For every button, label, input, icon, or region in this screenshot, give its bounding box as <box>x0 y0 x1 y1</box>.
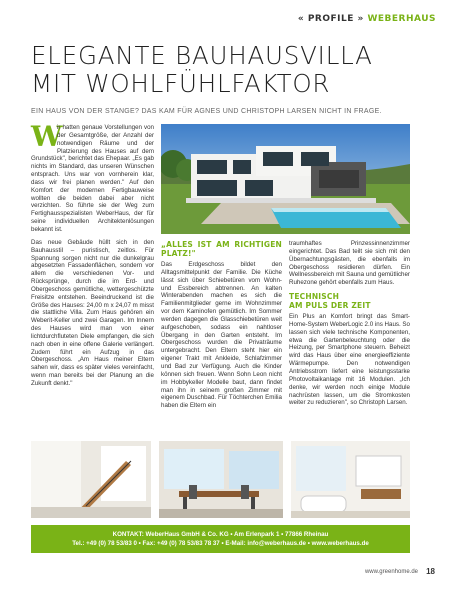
section-heading <box>289 292 410 310</box>
headline-line-2: MIT WOHLFÜHLFAKTOR <box>31 69 331 98</box>
page-footer <box>0 567 450 581</box>
section-kicker <box>298 14 436 24</box>
hero-house-photo <box>161 124 410 234</box>
intro-text: ir hatten genaue Vorstellungen von der Gesamtgröße, der Anzahl der notwendigen Räume und der Platzierung des Hauses auf dem Grundstück", berichtet das Ehepaar. „Es gab nichts im Standard, das unseren Wünschen entsprach. Uns war von vornherein klar, dass wir frei planen werden." Auf den Komfort der modernen Fertigbauweise wollten die beiden dabei aber nicht verzichten. So führte sie der Weg zum Fertighausspezialisten WeberHaus, der für seine individuellen Architektenlösungen bekannt ist. <box>31 124 154 233</box>
house-illustration <box>161 124 410 234</box>
section-heading: „ALLES IST AM RICHTIGEN PLATZ!" <box>161 240 282 258</box>
article-headline <box>31 42 431 98</box>
body-paragraph: Das neue Gebäude hüllt sich in den Bauhausstil – puristisch, zeitlos. Für Spannung sorgen nicht nur die dunkelgrau abgesetzten Fassadenflächen, sondern vor allem die verschiedenen Vor- und Rücksprünge, durch die im Erd- und Obergeschoss gemütliche, wettergeschützte Freisitze entstehen. Beeindruckend ist die Größe des Hauses: 24,00 m x 24,07 m misst die stattliche Villa. Zum Haus gehören ein Weberit-Keller und zwei Garagen. Im Innern des Hauses wird man von einer lichtdurchfluteten Diele empfangen, die sich nach oben in eine offene Galerie verlängert. Zudem führt ein Aufzug in das Obergeschoss. „Am Haus meiner Eltern sahen wir, dass es später vieles vereinfacht, wenn man bereits bei der Planung an die Zukunft denkt." <box>31 238 154 387</box>
section-heading-line-2: AM PULS DER ZEIT <box>289 301 371 311</box>
body-paragraph: Das Erdgeschoss bildet den Alltagsmittelpunkt der Familie. Die Küche lässt sich über Schiebetüren vom Wohn- und Essbereich abtrennen. An kalten Winterabenden machen es sich die Familienmitglieder gerne im Wohnzimmer vor dem Kaminofen gemütlich. Im Sommer werden dagegen die Glasschiebetüren weit aufgeschoben, sodass ein nahtloser Übergang in den Garten entsteht. Im Obergeschoss wurden die Privaträume untergebracht. Den Eltern steht hier ein eigener Trakt mit Ankleide, Schlafzimmer und Bad zur Verfügung. Auch die Kinder können sich freuen. Wenn Sohn Leon nicht im Hobbykeller Modelle baut, dann findet man ihn in seinem großen Zimmer mit eigenem Duschbad. Für Töchterchen Emilia haben die Eltern ein <box>161 261 282 410</box>
page-number: 18 <box>426 567 435 576</box>
bathroom-photo <box>291 441 410 518</box>
dining-room-photo <box>159 441 283 518</box>
article-subhead: EIN HAUS VON DER STANGE? DAS KAM FÜR AGNES UND CHRISTOPH LARSEN NICHT IN FRAGE. <box>31 108 382 115</box>
text-column-3 <box>289 240 410 412</box>
contact-line-1 <box>31 530 410 539</box>
contact-label: KONTAKT: <box>112 531 144 538</box>
body-paragraph: traumhaftes Prinzessinnenzimmer eingerichtet. Das Bad teilt sie sich mit den Übernachtungsgästen, die ebenfalls im Obergeschoss residieren dürfen. Ein Wellnessbereich mit Sauna und gemütlicher Ruhezone gehört ebenfalls zum Haus. <box>289 240 410 287</box>
contact-line-2: Tel.: +49 (0) 78 53/83 0 • Fax: +49 (0) 78 53/83 78 37 • E-Mail: info@weberhaus.de • www.weberhaus.de <box>72 540 369 547</box>
contact-box <box>31 525 410 553</box>
section-heading-line-1: TECHNISCH <box>289 292 340 302</box>
kicker-profile: « PROFILE » <box>297 14 364 24</box>
text-column-2 <box>161 240 282 415</box>
intro-paragraph <box>31 120 154 234</box>
text-column-1 <box>31 120 154 393</box>
footer-website: www.greenhome.de <box>364 569 418 575</box>
kicker-brand: WEBERHAUS <box>367 14 436 24</box>
body-paragraph: Ein Plus an Komfort bringt das Smart-Home-System WeberLogic 2.0 ins Haus. So lassen sich viele technische Komponenten, etwa die Gartenbeleuchtung oder die Heizung, per Smartphone steuern. Beheizt wird das Haus über eine energieeffiziente Wärmepumpe. Den notwendigen Antriebsstrom liefert eine leistungsstarke Photovoltaikanlage mit 16 Modulen. „Ich denke, wir werden noch einige Module nachrüsten lassen, um die Stromkosten weiter zu reduzieren", so Christoph Larsen. <box>289 313 410 407</box>
bathroom-illustration <box>291 441 410 518</box>
stairway-photo <box>31 441 151 518</box>
headline-line-1: ELEGANTE BAUHAUSVILLA <box>31 41 373 70</box>
dining-illustration <box>159 441 283 518</box>
drop-cap: W <box>31 120 63 153</box>
contact-address: WeberHaus GmbH & Co. KG • Am Erlenpark 1 • 77866 Rheinau <box>145 531 329 538</box>
stairway-illustration <box>31 441 151 518</box>
